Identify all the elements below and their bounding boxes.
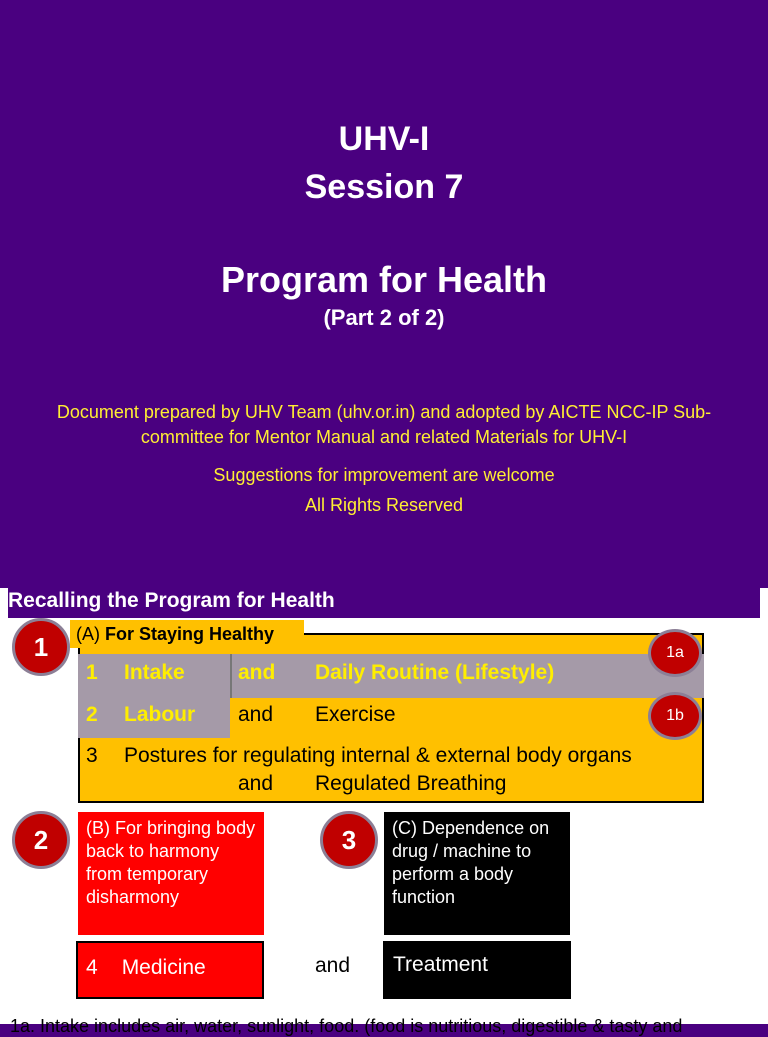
- topic-title: Program for Health: [220, 259, 548, 300]
- treatment-box: Treatment: [383, 941, 571, 999]
- session-title: Session 7: [304, 168, 464, 206]
- program-slide: [0, 588, 768, 1036]
- part-subtitle: (Part 2 of 2): [323, 305, 445, 330]
- tab-title: For Staying Healthy: [105, 624, 275, 644]
- course-title: UHV-I: [338, 120, 430, 158]
- badge-2: 2: [12, 811, 70, 869]
- row2-and: and: [238, 703, 274, 726]
- slide-heading: Recalling the Program for Health: [8, 588, 760, 618]
- suggestions-text: Suggestions for improvement are welcome: [213, 465, 555, 485]
- badge-1a: 1a: [648, 629, 702, 677]
- row3-num: 3: [86, 744, 98, 767]
- box-c-dependence: (C) Dependence on drug / machine to perform a body function: [384, 812, 570, 935]
- medicine-label: Medicine: [121, 956, 206, 979]
- badge-1: 1: [12, 618, 70, 676]
- row3-breathing: Regulated Breathing: [315, 772, 507, 795]
- row1-num: 1: [86, 661, 98, 684]
- row1-daily-routine: Daily Routine (Lifestyle): [315, 661, 555, 684]
- row1-and: and: [238, 661, 276, 684]
- staying-healthy-tab: [70, 620, 304, 648]
- medicine-box: [76, 941, 264, 999]
- row3-postures: Postures for regulating internal & external body organs: [124, 744, 632, 767]
- badge-3: 3: [320, 811, 378, 869]
- footer-note: 1a. Intake includes air, water, sunlight, food. (food is nutritious, digestible & tasty and: [10, 1016, 683, 1036]
- box-b-harmony: (B) For bringing body back to harmony from temporary disharmony: [78, 812, 264, 935]
- credit-text: Document prepared by UHV Team (uhv.or.in) and adopted by AICTE NCC-IP Sub-committee for Mentor Manual and related Materials for UHV-I: [56, 402, 712, 447]
- row2-num: 2: [86, 703, 98, 726]
- row2-exercise: Exercise: [315, 703, 396, 726]
- row2-labour: Labour: [124, 703, 196, 726]
- tab-prefix: (A): [76, 624, 105, 644]
- row1-intake: Intake: [124, 661, 185, 684]
- medicine-num: 4: [86, 956, 98, 979]
- rights-text: All Rights Reserved: [304, 495, 464, 515]
- badge-1b: 1b: [648, 692, 702, 740]
- row3-and: and: [238, 772, 274, 795]
- medicine-and: and: [315, 954, 351, 977]
